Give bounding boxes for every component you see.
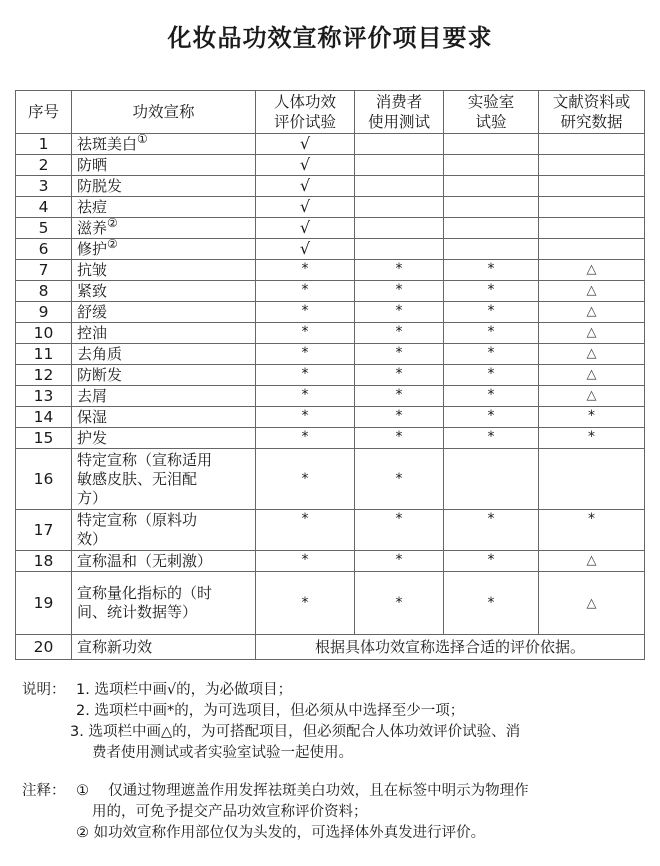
lab-test-mark: * <box>444 386 539 407</box>
row-number: 8 <box>16 281 72 302</box>
literature-data-mark: △ <box>539 323 645 344</box>
human-trial-mark: * <box>256 572 355 635</box>
row-number: 6 <box>16 239 72 260</box>
table-row <box>16 239 645 260</box>
efficacy-claim-text: 控油 <box>77 323 108 342</box>
row-number: 1 <box>16 134 72 155</box>
table-row <box>16 428 645 449</box>
column-header-line: 文献资料或 <box>552 93 631 111</box>
lab-test-mark: * <box>444 428 539 449</box>
consumer-test-mark: * <box>355 428 444 449</box>
literature-data-mark: △ <box>539 551 645 572</box>
literature-data-mark: △ <box>539 260 645 281</box>
table-header-row <box>16 91 645 134</box>
human-trial-mark: * <box>256 302 355 323</box>
efficacy-claim <box>72 215 256 239</box>
row-number: 9 <box>16 302 72 323</box>
row-number: 5 <box>16 218 72 239</box>
column-header-line: 序号 <box>27 103 59 121</box>
table-row <box>16 323 645 344</box>
footnote-marker: ① <box>137 131 148 146</box>
efficacy-claim <box>72 176 256 197</box>
literature-data-mark <box>539 155 645 176</box>
column-header <box>444 91 539 134</box>
literature-data-mark: △ <box>539 386 645 407</box>
consumer-test-mark: * <box>355 260 444 281</box>
efficacy-claim <box>72 236 256 260</box>
row-number: 2 <box>16 155 72 176</box>
table-row <box>16 197 645 218</box>
column-header-line: 人体功效 <box>273 93 336 111</box>
lab-test-mark <box>444 449 539 510</box>
row-number: 13 <box>16 386 72 407</box>
row-number: 15 <box>16 428 72 449</box>
table-row <box>16 281 645 302</box>
literature-data-mark: * <box>539 510 645 551</box>
consumer-test-mark: * <box>355 510 444 551</box>
efficacy-claim <box>72 281 256 302</box>
efficacy-claim-text: 宣称温和（无刺激） <box>77 551 213 570</box>
efficacy-claim-text: 护发 <box>77 428 108 447</box>
column-header-line: 消费者 <box>375 93 423 111</box>
explanation-item: 2. 选项栏中画*的，为可选项目，但必须从中选择至少一项； <box>76 703 465 719</box>
lab-test-mark <box>444 155 539 176</box>
efficacy-claim-text: 祛痘 <box>77 197 108 216</box>
lab-test-mark: * <box>444 365 539 386</box>
lab-test-mark <box>444 176 539 197</box>
lab-test-mark: * <box>444 344 539 365</box>
efficacy-claim-text: 去角质 <box>77 344 123 363</box>
row-number: 4 <box>16 197 72 218</box>
table-row <box>16 260 645 281</box>
lab-test-mark <box>444 197 539 218</box>
human-trial-mark: * <box>256 407 355 428</box>
efficacy-claim-text: 保湿 <box>77 407 108 426</box>
footnote-marker: ② <box>107 236 118 251</box>
human-trial-mark: * <box>256 510 355 551</box>
column-header-line: 研究数据 <box>560 113 623 131</box>
literature-data-mark <box>539 449 645 510</box>
consumer-test-mark <box>355 218 444 239</box>
human-trial-mark: * <box>256 323 355 344</box>
annotation-item: 用的，可免予提交产品功效宣称评价资料； <box>92 804 368 820</box>
lab-test-mark: * <box>444 323 539 344</box>
efficacy-claim <box>72 510 256 551</box>
column-header <box>539 91 645 134</box>
human-trial-mark: * <box>256 365 355 386</box>
annotation-item: ① 仅通过物理遮盖作用发挥祛斑美白功效，且在标签中明示为物理作 <box>76 783 529 799</box>
efficacy-claim <box>72 635 256 660</box>
human-trial-mark: √ <box>256 239 355 260</box>
efficacy-claim-text: 防晒 <box>77 155 108 174</box>
table-row <box>16 155 645 176</box>
efficacy-claim <box>72 365 256 386</box>
column-header-line: 实验室 <box>467 93 515 111</box>
efficacy-claim <box>72 407 256 428</box>
human-trial-mark: * <box>256 428 355 449</box>
consumer-test-mark <box>355 176 444 197</box>
efficacy-claim-text: 滋养 <box>77 218 108 237</box>
consumer-test-mark: * <box>355 344 444 365</box>
table-row <box>16 218 645 239</box>
column-header <box>72 91 256 134</box>
column-header <box>16 91 72 134</box>
efficacy-claim-text: 宣称新功效 <box>77 637 153 656</box>
row-number: 20 <box>16 635 72 660</box>
literature-data-mark: △ <box>539 281 645 302</box>
annotation-item: ② 如功效宣称作用部位仅为头发的，可选择体外真发进行评价。 <box>76 825 486 841</box>
explanation-label: 说明： <box>22 682 66 698</box>
human-trial-mark: √ <box>256 197 355 218</box>
efficacy-claim <box>72 449 256 510</box>
human-trial-mark: * <box>256 386 355 407</box>
row-number: 18 <box>16 551 72 572</box>
literature-data-mark: △ <box>539 365 645 386</box>
explanation-item: 费者使用测试或者实验室试验一起使用。 <box>92 745 353 761</box>
consumer-test-mark: * <box>355 449 444 510</box>
human-trial-mark: √ <box>256 134 355 155</box>
consumer-test-mark <box>355 197 444 218</box>
row-number: 3 <box>16 176 72 197</box>
table-row <box>16 510 645 551</box>
efficacy-claim-text: 特定宣称（原料功效） <box>77 511 198 548</box>
lab-test-mark: * <box>444 551 539 572</box>
explanation-item: 3. 选项栏中画△的，为可搭配项目，但必须配合人体功效评价试验、消 <box>70 724 521 740</box>
consumer-test-mark: * <box>355 323 444 344</box>
row-number: 17 <box>16 510 72 551</box>
human-trial-mark: * <box>256 260 355 281</box>
efficacy-claim-text: 祛斑美白 <box>77 134 138 153</box>
literature-data-mark: △ <box>539 572 645 635</box>
row-number: 10 <box>16 323 72 344</box>
human-trial-mark: * <box>256 449 355 510</box>
literature-data-mark: △ <box>539 302 645 323</box>
column-header-line: 功效宣称 <box>132 103 195 121</box>
efficacy-claim <box>72 197 256 218</box>
table-row <box>16 134 645 155</box>
column-header <box>256 91 355 134</box>
explanation-item: 1. 选项栏中画√的，为必做项目； <box>76 682 293 698</box>
efficacy-claim <box>72 260 256 281</box>
efficacy-claim <box>72 155 256 176</box>
literature-data-mark <box>539 134 645 155</box>
page-title: 化妆品功效宣称评价项目要求 <box>167 24 493 52</box>
efficacy-claim-text: 特定宣称（宣称适用敏感皮肤、无泪配方） <box>77 450 213 507</box>
lab-test-mark: * <box>444 572 539 635</box>
efficacy-claim <box>72 131 256 155</box>
lab-test-mark <box>444 239 539 260</box>
column-header-line: 评价试验 <box>273 113 336 131</box>
lab-test-mark <box>444 134 539 155</box>
table-row <box>16 407 645 428</box>
table-row <box>16 449 645 510</box>
efficacy-claim-text: 舒缓 <box>77 302 108 321</box>
consumer-test-mark: * <box>355 551 444 572</box>
column-header <box>355 91 444 134</box>
literature-data-mark <box>539 197 645 218</box>
table-row <box>16 365 645 386</box>
efficacy-claim-text: 防断发 <box>77 365 123 384</box>
row-number: 14 <box>16 407 72 428</box>
literature-data-mark <box>539 239 645 260</box>
consumer-test-mark: * <box>355 572 444 635</box>
consumer-test-mark <box>355 134 444 155</box>
column-header-line: 试验 <box>475 113 507 131</box>
efficacy-claim-text: 紧致 <box>77 281 108 300</box>
efficacy-claim <box>72 386 256 407</box>
efficacy-claim-text: 去屑 <box>77 386 108 405</box>
lab-test-mark: * <box>444 260 539 281</box>
efficacy-claim <box>72 428 256 449</box>
merged-evaluation-note: 根据具体功效宣称选择合适的评价依据。 <box>256 635 645 660</box>
efficacy-claim <box>72 551 256 572</box>
table-row <box>16 302 645 323</box>
literature-data-mark <box>539 218 645 239</box>
consumer-test-mark: * <box>355 302 444 323</box>
efficacy-claim <box>72 572 256 635</box>
table-row <box>16 572 645 635</box>
efficacy-claim <box>72 323 256 344</box>
efficacy-claim-text: 修护 <box>77 239 108 258</box>
consumer-test-mark: * <box>355 386 444 407</box>
efficacy-claim-text: 防脱发 <box>77 176 123 195</box>
human-trial-mark: * <box>256 551 355 572</box>
human-trial-mark: √ <box>256 176 355 197</box>
column-header-line: 使用测试 <box>367 113 430 131</box>
human-trial-mark: * <box>256 281 355 302</box>
efficacy-requirements-table <box>15 90 645 660</box>
literature-data-mark <box>539 176 645 197</box>
consumer-test-mark: * <box>355 365 444 386</box>
row-number: 7 <box>16 260 72 281</box>
efficacy-claim-text: 抗皱 <box>77 260 108 279</box>
consumer-test-mark <box>355 155 444 176</box>
table-row <box>16 551 645 572</box>
table-row <box>16 176 645 197</box>
consumer-test-mark <box>355 239 444 260</box>
literature-data-mark: △ <box>539 344 645 365</box>
human-trial-mark: * <box>256 344 355 365</box>
lab-test-mark <box>444 218 539 239</box>
row-number: 12 <box>16 365 72 386</box>
footnote-marker: ② <box>107 215 118 230</box>
table-row <box>16 635 645 660</box>
consumer-test-mark: * <box>355 281 444 302</box>
consumer-test-mark: * <box>355 407 444 428</box>
efficacy-claim <box>72 344 256 365</box>
table-row <box>16 386 645 407</box>
annotations-label: 注释： <box>22 783 66 799</box>
efficacy-claim-text: 宣称量化指标的（时间、统计数据等） <box>77 584 213 621</box>
human-trial-mark: √ <box>256 155 355 176</box>
row-number: 19 <box>16 572 72 635</box>
human-trial-mark: √ <box>256 218 355 239</box>
table-row <box>16 344 645 365</box>
lab-test-mark: * <box>444 407 539 428</box>
lab-test-mark: * <box>444 281 539 302</box>
literature-data-mark: * <box>539 428 645 449</box>
lab-test-mark: * <box>444 510 539 551</box>
row-number: 11 <box>16 344 72 365</box>
literature-data-mark: * <box>539 407 645 428</box>
lab-test-mark: * <box>444 302 539 323</box>
efficacy-claim <box>72 302 256 323</box>
row-number: 16 <box>16 449 72 510</box>
